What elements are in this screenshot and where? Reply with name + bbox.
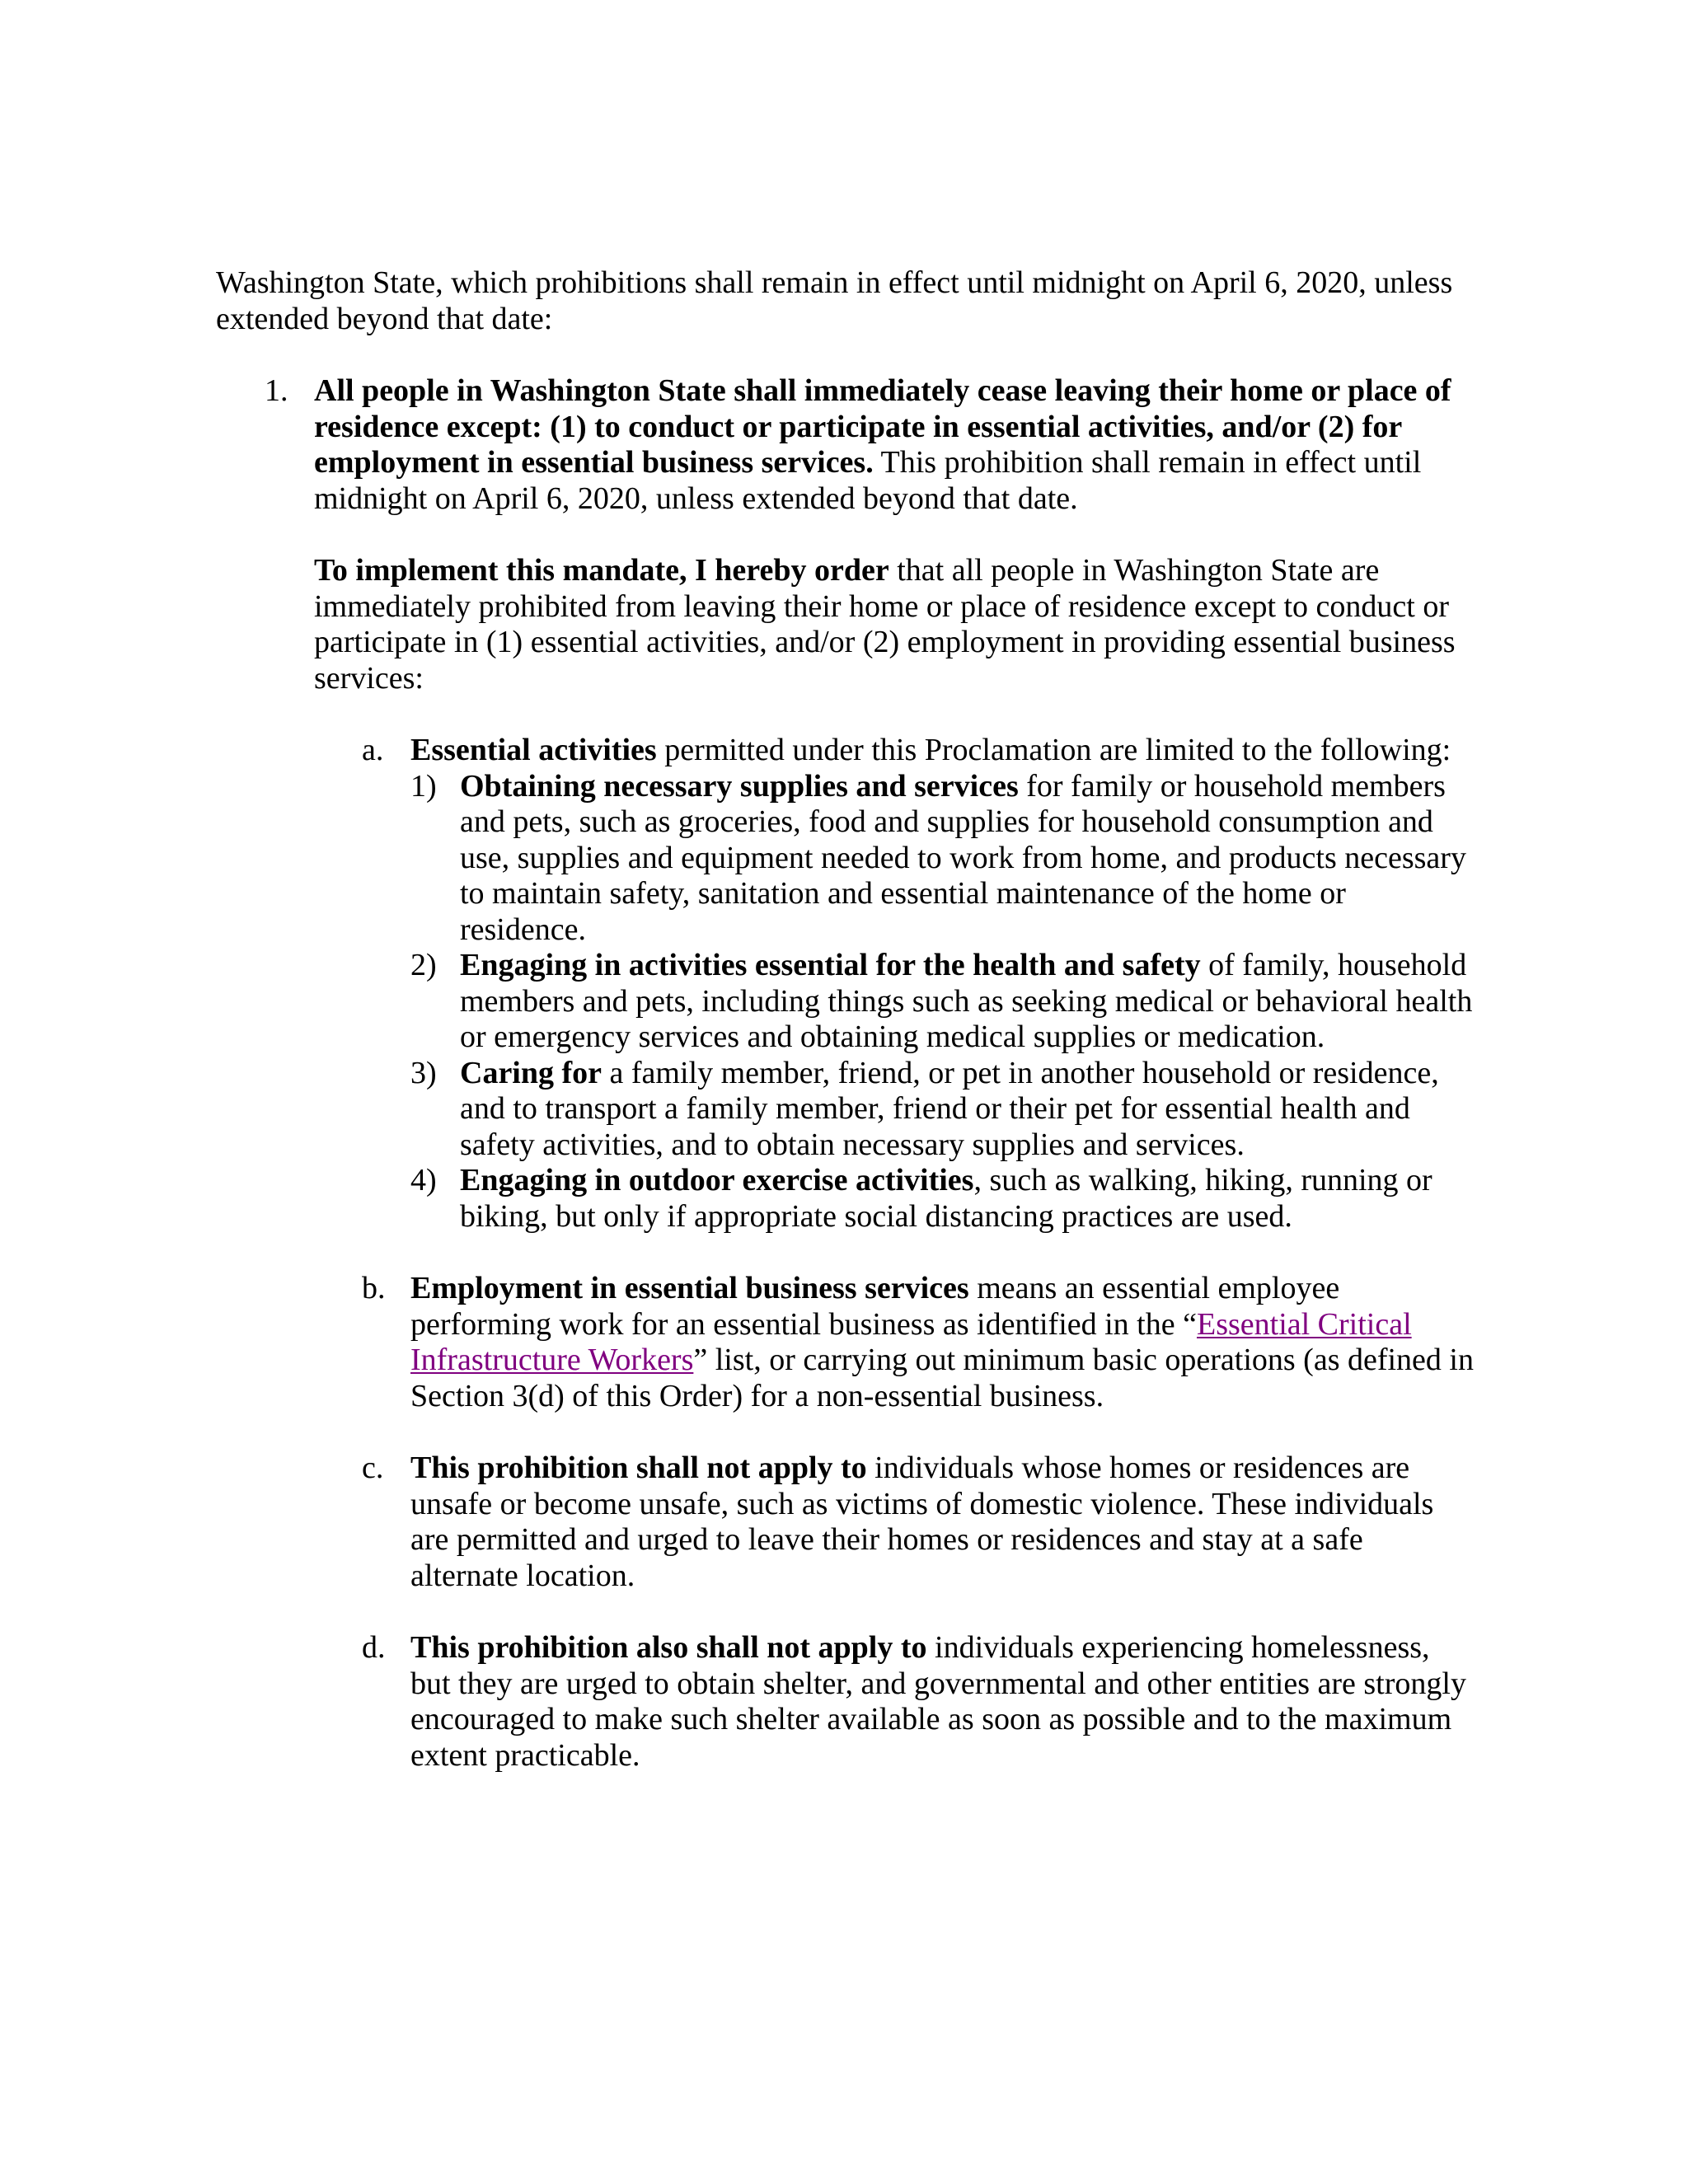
item-1-bold-text: All people in Washington State shall immediately cease leaving their home or place of residence except: (1) to conduct or participate in essential activities, and/or (2) for employment in essential business services. xyxy=(314,373,1451,480)
item-a-sub-3 xyxy=(216,1056,1477,1164)
item-a-marker: a. xyxy=(362,733,384,767)
implement-bold-text: To implement this mandate, I hereby order xyxy=(314,553,889,588)
item-d-marker: d. xyxy=(362,1630,386,1665)
item-a-sub-1-bold-text: Obtaining necessary supplies and services xyxy=(460,768,1019,804)
intro-text: Washington State, which prohibitions shall remain in effect until midnight on April 6, 2020, unless extended beyond that date: xyxy=(216,265,1453,336)
essential-critical-infrastructure-workers-link[interactable]: Essential Critical Infrastructure Workers xyxy=(410,1306,1412,1377)
item-a-sub-2-marker: 2) xyxy=(410,948,437,982)
item-a-sub-2 xyxy=(216,948,1477,1056)
item-a xyxy=(216,733,1477,769)
item-d-bold-text: This prohibition also shall not apply to xyxy=(410,1630,927,1665)
spacer xyxy=(216,337,1477,373)
implement-paragraph xyxy=(216,553,1477,696)
item-1-text: This prohibition shall remain in effect until midnight on April 6, 2020, unless extended beyond that date. xyxy=(314,445,1422,516)
spacer xyxy=(216,517,1477,553)
item-a-sub-1 xyxy=(216,769,1477,949)
item-a-sub-1-marker: 1) xyxy=(410,768,437,804)
item-d xyxy=(216,1630,1477,1774)
item-a-sub-3-marker: 3) xyxy=(410,1055,437,1090)
item-b-marker: b. xyxy=(362,1271,386,1305)
item-a-text: permitted under this Proclamation are limited to the following: xyxy=(656,733,1451,767)
spacer xyxy=(216,696,1477,733)
item-1-marker: 1. xyxy=(265,373,288,408)
item-a-sub-4-marker: 4) xyxy=(410,1163,437,1197)
intro-paragraph xyxy=(216,265,1477,337)
item-a-sub-2-text: of family, household members and pets, including things such as seeking medical or behavioral health or emergency services and obtaining medical supplies or medication. xyxy=(460,948,1473,1054)
item-a-sub-3-bold-text: Caring for xyxy=(460,1055,603,1090)
item-b-text-before: means an essential employee performing work for an essential business as identified in the “ xyxy=(410,1271,1340,1342)
item-c-marker: c. xyxy=(362,1451,384,1485)
item-a-sub-4-text: , such as walking, hiking, running or biking, but only if appropriate social distancing practices are used. xyxy=(460,1163,1432,1234)
item-b xyxy=(216,1271,1477,1414)
item-a-sub-1-text: for family or household members and pets, such as groceries, food and supplies for household consumption and use, supplies and equipment needed to work from home, and products necessary to maintain safety, sanitation and essential maintenance of the home or residence. xyxy=(460,768,1466,947)
spacer xyxy=(216,1414,1477,1451)
item-1 xyxy=(216,373,1477,517)
item-c-text: individuals whose homes or residences are unsafe or become unsafe, such as victims of domestic violence. These individuals are permitted and urged to leave their homes or residences and stay at a safe alternate location. xyxy=(410,1451,1434,1593)
item-a-sub-2-bold-text: Engaging in activities essential for the health and safety xyxy=(460,948,1201,982)
spacer xyxy=(216,1594,1477,1630)
spacer xyxy=(216,1235,1477,1271)
item-a-sub-4 xyxy=(216,1163,1477,1235)
implement-text: that all people in Washington State are immediately prohibited from leaving their home or place of residence except to conduct or participate in (1) essential activities, and/or (2) employment in providing essential business services: xyxy=(314,553,1456,696)
item-b-bold-text: Employment in essential business services xyxy=(410,1271,969,1305)
item-c xyxy=(216,1451,1477,1594)
item-b-text-after: ” list, or carrying out minimum basic operations (as defined in Section 3(d) of this Order) for a non-essential business. xyxy=(410,1343,1474,1413)
item-d-text: individuals experiencing homelessness, but they are urged to obtain shelter, and governmental and other entities are strongly encouraged to make such shelter available as soon as possible and to the maximum extent practicable. xyxy=(410,1630,1466,1773)
item-a-sub-3-text: a family member, friend, or pet in another household or residence, and to transport a family member, friend or their pet for essential health and safety activities, and to obtain necessary supplies and services. xyxy=(460,1055,1439,1162)
item-a-sub-4-bold-text: Engaging in outdoor exercise activities xyxy=(460,1163,974,1197)
item-c-bold-text: This prohibition shall not apply to xyxy=(410,1451,867,1485)
document-page xyxy=(216,265,1477,1774)
item-a-bold-text: Essential activities xyxy=(410,733,657,767)
